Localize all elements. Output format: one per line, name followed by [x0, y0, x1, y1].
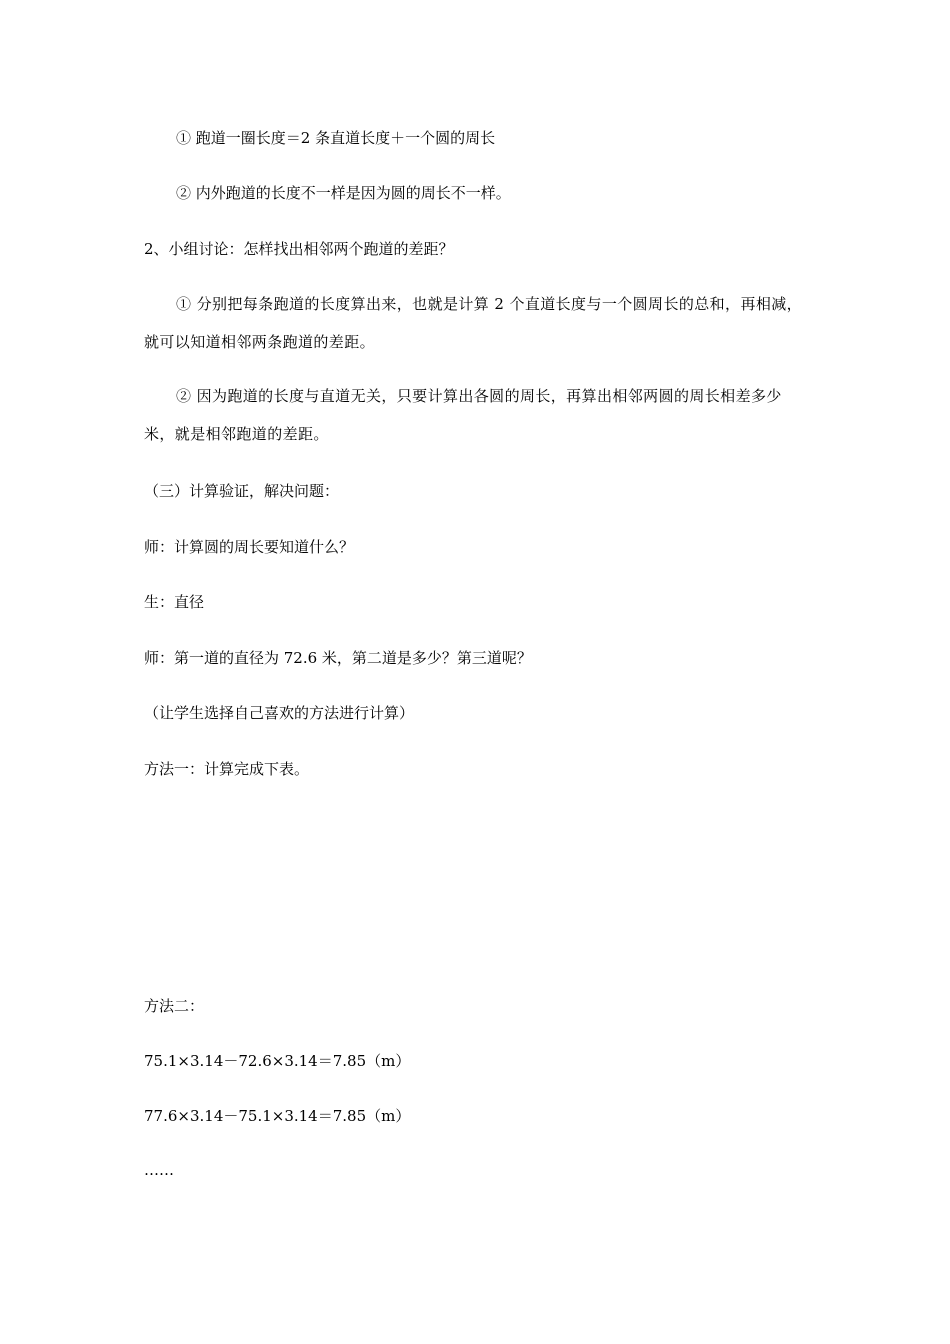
- method-two-label: 方法二：: [144, 997, 205, 1015]
- section-heading-group-discussion: 2、小组讨论：怎样找出相邻两个跑道的差距？: [144, 240, 454, 258]
- list-item-track-length: ① 跑道一圈长度＝2 条直道长度＋一个圆的周长: [176, 129, 496, 147]
- dialogue-student-answer: 生：直径: [144, 593, 205, 611]
- dialogue-teacher-diameter: 师：第一道的直径为 72.6 米，第二道是多少？第三道呢？: [144, 649, 532, 667]
- paragraph-method-one-explanation: ① 分别把每条跑道的长度算出来，也就是计算 2 个直道长度与一个圆周长的总和，再相减，就可以知道相邻两条跑道的差距。: [144, 295, 803, 351]
- ellipsis: ……: [144, 1161, 174, 1179]
- paragraph-method-two-explanation: ② 因为跑道的长度与直道无关，只要计算出各圆的周长，再算出相邻两圆的周长相差多少米，就是相邻跑道的差距。: [144, 387, 782, 443]
- method-one-label: 方法一：计算完成下表。: [144, 760, 310, 778]
- section-heading-verification: （三）计算验证，解决问题：: [144, 482, 340, 500]
- calculation-line-1: 75.1×3.14－72.6×3.14＝7.85（m）: [144, 1052, 411, 1070]
- instruction-note: （让学生选择自己喜欢的方法进行计算）: [144, 704, 415, 722]
- dialogue-teacher-question: 师：计算圆的周长要知道什么？: [144, 538, 355, 556]
- calculation-line-2: 77.6×3.14－75.1×3.14＝7.85（m）: [144, 1107, 411, 1125]
- list-item-track-difference: ② 内外跑道的长度不一样是因为圆的周长不一样。: [176, 184, 511, 202]
